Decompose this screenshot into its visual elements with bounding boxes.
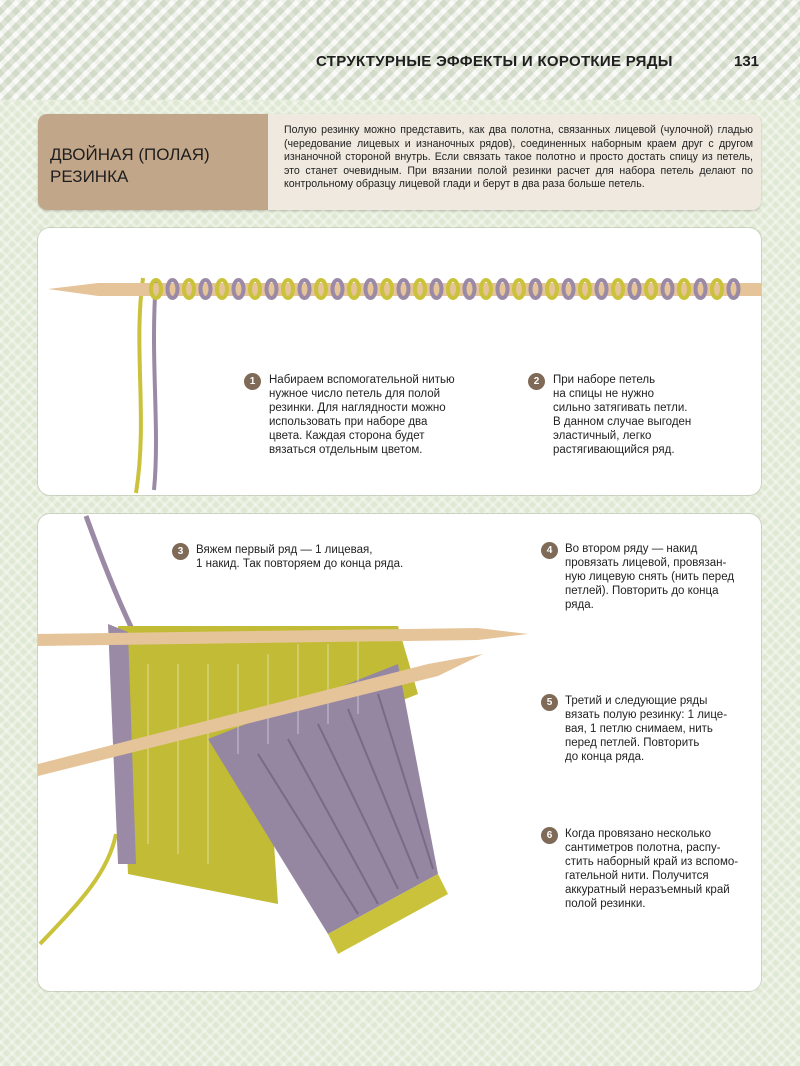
section-title-box [38,114,761,210]
step-5-text: Третий и следующие ряды вязать полую резинку: 1 лице- вая, 1 петлю снимаем, нить перед петлей. Повторить до конца ряда. [565,695,728,763]
section-title-line1: ДВОЙНАЯ (ПОЛАЯ) [50,145,210,164]
section-intro: Полую резинку можно представить, как два полотна, связанных лицевой (чулочной) гладью (чередование лицевых и изнаночных рядов), соединенных наборным краем друг с другом изнаночной стороной внутрь. Если связать такое полотно и просто достать спицу из петель, это станет очевидным. При вязании полой резинки расчет для набора петель делают по контрольному образцу лицевой глади и берут в два раза больше петель. [268,114,761,210]
step-3-badge: 3 [172,543,189,560]
step-6 [541,827,760,911]
step-4-text: Во втором ряду — накид провязать лицевой, провязан- ную лицевую снять (нить перед петлей). Повторить до конца ряда. [565,543,735,611]
step-2-text: При наборе петель на спицы не нужно сильно затягивать петли. В данном случае выгоден эластичный, легко растягивающийся ряд. [553,374,692,456]
step-6-badge: 6 [541,827,558,844]
step-6-text: Когда провязано несколько сантиметров полотна, распу- стить наборный край из вспомо- гательной нити. Получится аккуратный неразъемный край полой резинки. [565,828,739,910]
step-3-text: Вяжем первый ряд — 1 лицевая, 1 накид. Так повторяем до конца ряда. [196,544,404,570]
step-2-badge: 2 [528,373,545,390]
step-1 [244,373,499,457]
step-4-badge: 4 [541,542,558,559]
knitting-panel [38,514,761,991]
section-title-line2: РЕЗИНКА [50,167,129,186]
header-texture-band [0,0,800,100]
step-1-text: Набираем вспомогательной нитью нужное число петель для полой резинки. Для наглядности можно использовать при наборе два цвета. Каждая сторона будет вязаться отдельным цветом. [269,374,455,456]
step-3 [172,543,456,571]
step-5-badge: 5 [541,694,558,711]
section-title [38,114,268,210]
step-4 [541,542,755,612]
step-1-badge: 1 [244,373,261,390]
page-number: 131 [734,53,760,70]
step-2 [528,373,743,457]
running-head: СТРУКТУРНЫЕ ЭФФЕКТЫ И КОРОТКИЕ РЯДЫ [316,53,673,70]
step-5 [541,694,755,764]
castON-panel [38,228,761,495]
